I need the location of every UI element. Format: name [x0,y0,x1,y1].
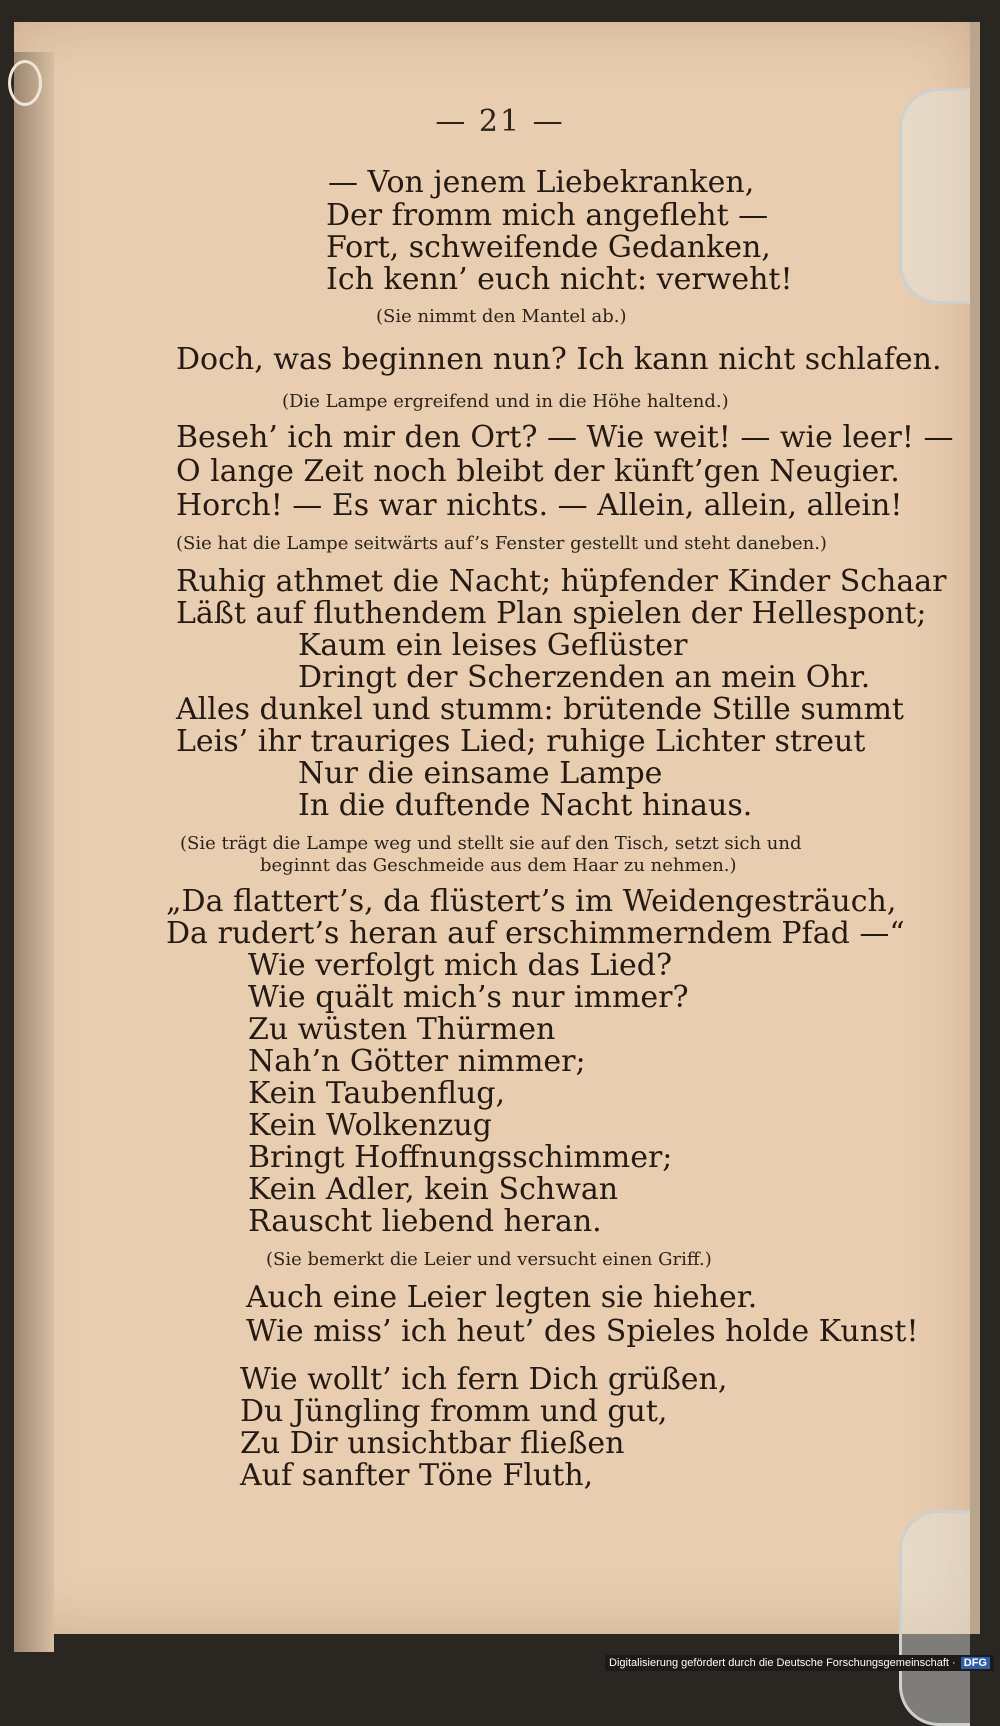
verse-line: Auf sanfter Töne Fluth, [240,1458,594,1493]
verse-line: Läßt auf fluthendem Plan spielen der Hellespont; [176,596,927,631]
verse-line: Leis’ ihr trauriges Lied; ruhige Lichter streut [176,724,866,759]
verse-line: Kein Taubenflug, [248,1076,506,1111]
verse-line: In die duftende Nacht hinaus. [298,788,753,823]
credit-text: Digitalisierung gefördert durch die Deutsche Forschungsgemeinschaft · [609,1657,956,1669]
verse-line: Zu wüsten Thürmen [248,1012,556,1047]
verse-line: Alles dunkel und stumm: brütende Stille summt [176,692,904,727]
verse-line: Da rudert’s heran auf erschimmerndem Pfad —“ [166,916,905,951]
page-gutter [14,52,54,1652]
verse-line: Rauscht liebend heran. [248,1204,602,1239]
stage-direction: (Sie hat die Lampe seitwärts auf’s Fenster gestellt und steht daneben.) [176,533,827,554]
verse-line: Wie miss’ ich heut’ des Spieles holde Kunst! [246,1314,919,1349]
verse-line: Bringt Hoffnungsschimmer; [248,1140,673,1175]
verse-line: O lange Zeit noch bleibt der künft’gen Neugier. [176,454,900,489]
page-clip-bottom [899,1510,970,1726]
page-number: — 21 — [435,104,565,139]
verse-line: Nah’n Götter nimmer; [248,1044,586,1079]
verse-line: Zu Dir unsichtbar fließen [240,1426,625,1461]
verse-line: — Von jenem Liebekranken, [328,165,755,200]
stage-direction: beginnt das Geschmeide aus dem Haar zu nehmen.) [260,855,737,876]
verse-line: Wie wollt’ ich fern Dich grüßen, [240,1362,728,1397]
verse-line: Kein Wolkenzug [248,1108,492,1143]
verse-line: Der fromm mich angefleht — [326,198,769,233]
stage-direction: (Sie nimmt den Mantel ab.) [376,306,627,327]
verse-line: Wie verfolgt mich das Lied? [248,948,673,983]
stage-direction: (Die Lampe ergreifend und in die Höhe haltend.) [282,391,729,412]
verse-line: Horch! — Es war nichts. — Allein, allein, allein! [176,488,903,523]
verse-line: Du Jüngling fromm und gut, [240,1394,668,1429]
binding-ring [8,60,42,106]
stage-direction: (Sie bemerkt die Leier und versucht einen Griff.) [266,1249,712,1270]
verse-line: Beseh’ ich mir den Ort? — Wie weit! — wie leer! — [176,420,954,455]
verse-line: Nur die einsame Lampe [298,756,663,791]
verse-line: Auch eine Leier legten sie hieher. [246,1280,758,1315]
verse-line: Dringt der Scherzenden an mein Ohr. [298,660,871,695]
dfg-logo: DFG [961,1657,990,1669]
digitization-credit [605,1655,994,1671]
stage-direction: (Sie trägt die Lampe weg und stellt sie auf den Tisch, setzt sich und [180,833,802,854]
verse-line: Kaum ein leises Geflüster [298,628,688,663]
verse-line: Ruhig athmet die Nacht; hüpfender Kinder Schaar [176,564,947,599]
verse-line: Fort, schweifende Gedanken, [326,230,771,265]
verse-line: Kein Adler, kein Schwan [248,1172,619,1207]
verse-line: Doch, was beginnen nun? Ich kann nicht schlafen. [176,342,942,377]
verse-line: Ich kenn’ euch nicht: verweht! [326,262,793,297]
verse-line: Wie quält mich’s nur immer? [248,980,689,1015]
verse-line: „Da flattert’s, da flüstert’s im Weidengesträuch, [166,884,897,919]
